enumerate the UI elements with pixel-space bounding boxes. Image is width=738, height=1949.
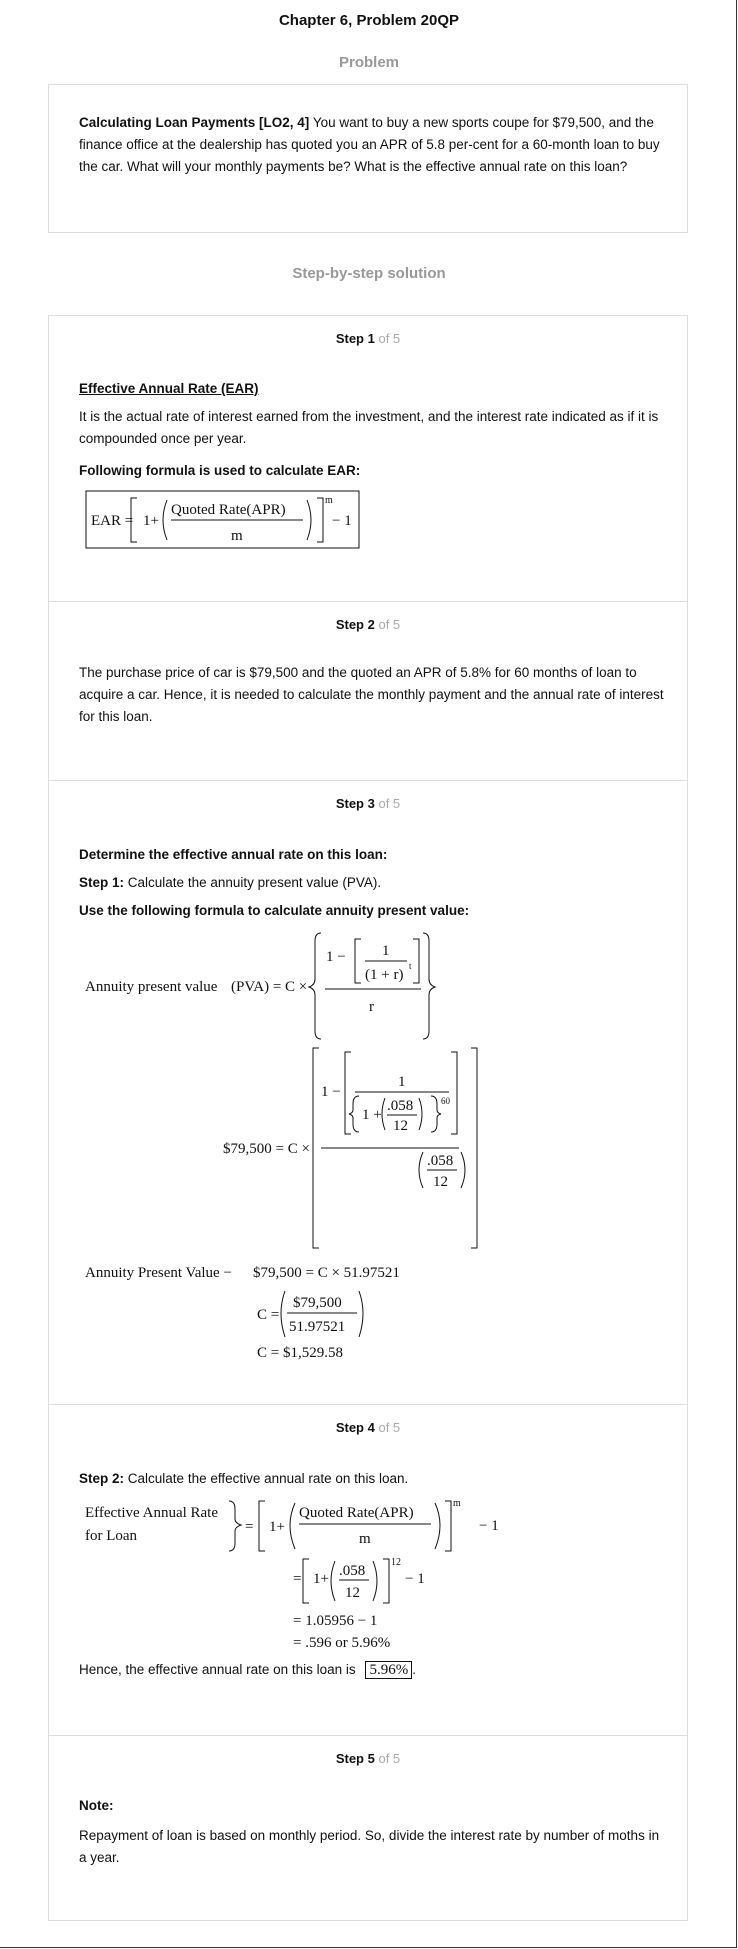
step-count: of 5 xyxy=(378,1751,401,1766)
sub-bold: Step 2: xyxy=(79,1471,125,1486)
step-count: of 5 xyxy=(378,796,401,811)
step-5-text: Repayment of loan is based on monthly period. So, divide the interest rate by number of moths in a year. xyxy=(79,1828,660,1865)
step-1-card xyxy=(48,315,688,602)
pva-lhs: Annuity present value xyxy=(85,979,218,995)
ear-num: Quoted Rate(APR) xyxy=(299,1505,414,1521)
left-paren-2 xyxy=(331,1561,335,1601)
ear-eq: = xyxy=(245,1519,254,1535)
sub-rate: .058 xyxy=(387,1098,414,1114)
step-label: Step 1 xyxy=(335,331,375,346)
step-1-heading: Effective Annual Rate (EAR) xyxy=(79,381,259,396)
right-paren-2 xyxy=(373,1561,377,1601)
ear-minus-1: − 1 xyxy=(479,1518,499,1534)
step-label: Step 5 xyxy=(335,1751,375,1766)
ear-lhs-1: Effective Annual Rate xyxy=(85,1505,219,1521)
result-left-paren xyxy=(281,1291,285,1337)
pva-result xyxy=(79,1261,459,1361)
ear-exp-2: 12 xyxy=(391,1557,401,1568)
right-bracket xyxy=(445,1501,451,1551)
step-1-formula-caption: Following formula is used to calculate EAR: xyxy=(79,463,361,478)
ear-formula xyxy=(85,490,360,550)
inner-right-bracket xyxy=(413,939,419,983)
step-3-header xyxy=(49,796,687,811)
result-line1: $79,500 = C × 51.97521 xyxy=(253,1265,400,1281)
small-right-brace xyxy=(431,1096,441,1132)
left-bracket-2 xyxy=(303,1559,309,1603)
page-title: Chapter 6, Problem 20QP xyxy=(278,12,460,29)
sub-text: Calculate the effective annual rate on this loan. xyxy=(127,1471,409,1486)
step-1-text: It is the actual rate of interest earned from the investment, and the interest rate indicated as if it is compounded once per year. xyxy=(79,409,659,446)
result-den: 51.97521 xyxy=(289,1319,346,1335)
ear-den: m xyxy=(231,528,243,544)
ear-exp: m xyxy=(453,1498,461,1509)
step-5-heading: Note: xyxy=(79,1798,114,1813)
right-brace xyxy=(229,1501,241,1551)
ear-exp: m xyxy=(325,495,333,506)
answer-box: 5.96% xyxy=(365,1661,412,1679)
ear-loan-formula xyxy=(79,1497,469,1657)
pva-r: r xyxy=(369,999,374,1015)
sub-bold: Step 1: xyxy=(79,875,125,890)
ear-rate: .058 xyxy=(339,1563,366,1579)
step-label: Step 3 xyxy=(335,796,375,811)
step-4-header xyxy=(49,1420,687,1435)
step-label: Step 2 xyxy=(335,617,375,632)
step-3-heading: Determine the effective annual rate on this loan: xyxy=(79,847,388,862)
step-4-conclusion xyxy=(79,1659,416,1681)
ear-twelve: 12 xyxy=(345,1585,360,1601)
den-right-paren xyxy=(461,1152,465,1188)
step-3-card xyxy=(48,780,688,1405)
step-5-card xyxy=(48,1735,688,1921)
sub-one-plus: 1 + xyxy=(362,1107,382,1123)
ear-one-2: 1+ xyxy=(313,1571,329,1587)
ear-minus: − 1 xyxy=(332,513,352,529)
step-3-sub xyxy=(79,872,381,894)
ear-one: 1+ xyxy=(269,1519,285,1535)
ear-eq-2: = xyxy=(293,1571,302,1587)
step-2-header xyxy=(49,617,687,632)
small-left-paren xyxy=(382,1098,385,1130)
step-2-card xyxy=(48,601,688,781)
conclusion-period: . xyxy=(412,1662,416,1677)
step-4-card xyxy=(48,1404,688,1736)
left-bracket xyxy=(259,1501,265,1551)
big-left-bracket xyxy=(313,1048,319,1248)
pva-exp: t xyxy=(409,961,412,971)
pva-eq: (PVA) = C × xyxy=(231,979,308,995)
left-paren xyxy=(163,500,167,540)
right-paren xyxy=(435,1503,440,1549)
sub-den-rate: .058 xyxy=(427,1153,454,1169)
sub-twelve: 12 xyxy=(393,1118,408,1134)
step-label: Step 4 xyxy=(335,1420,375,1435)
small-right-paren xyxy=(419,1098,422,1130)
ear-line4: = .596 or 5.96% xyxy=(293,1635,391,1651)
right-brace xyxy=(423,933,435,1039)
right-paren xyxy=(307,500,311,540)
right-bracket xyxy=(317,498,323,542)
ear-lhs-2: for Loan xyxy=(85,1528,138,1544)
step-count: of 5 xyxy=(378,331,401,346)
right-bracket-2 xyxy=(383,1559,389,1603)
problem-box xyxy=(48,84,688,233)
problem-body: You want to buy a new sports coupe for $79,500, and the finance office at the dealership has quoted you an APR of 5.8 per-cent for a 60-month loan to buy the car. What will your monthly payments be? What is the effective annual rate on this loan? xyxy=(79,115,660,174)
result-right-paren xyxy=(359,1291,363,1337)
sub-lhs: $79,500 = C × xyxy=(223,1141,310,1157)
pva-base: (1 + r) xyxy=(365,967,404,983)
pva-one-minus: 1 − xyxy=(326,949,346,965)
ear-den: m xyxy=(359,1531,371,1547)
result-num: $79,500 xyxy=(293,1295,342,1311)
left-paren xyxy=(290,1503,295,1549)
inner-right-bracket xyxy=(451,1052,457,1134)
problem-text xyxy=(79,112,664,178)
big-right-bracket xyxy=(471,1048,477,1248)
sub-one-minus: 1 − xyxy=(321,1084,341,1100)
pva-one: 1 xyxy=(382,943,390,959)
conclusion-text: Hence, the effective annual rate on this loan is xyxy=(79,1662,356,1677)
inner-left-bracket xyxy=(355,939,361,983)
ear-line3: = 1.05956 − 1 xyxy=(293,1613,378,1629)
sub-text: Calculate the annuity present value (PVA). xyxy=(127,875,382,890)
problem-lead: Calculating Loan Payments [LO2, 4] xyxy=(79,115,310,130)
step-4-sub xyxy=(79,1468,408,1490)
sub-one: 1 xyxy=(398,1074,406,1090)
problem-label: Problem xyxy=(338,54,399,71)
inner-left-bracket xyxy=(345,1052,351,1134)
pva-formula xyxy=(79,931,439,1041)
ear-num: Quoted Rate(APR) xyxy=(171,502,286,518)
substitution-formula xyxy=(209,1046,509,1251)
step-2-text: The purchase price of car is $79,500 and the quoted an APR of 5.8% for 60 months of loan to acquire a car. Hence, it is needed to calculate the monthly payment and the annual rate of interest for this loan. xyxy=(79,665,664,724)
left-brace xyxy=(309,933,321,1039)
sub-exp: 60 xyxy=(441,1096,450,1106)
ear-minus-2: − 1 xyxy=(405,1571,425,1587)
step-count: of 5 xyxy=(378,1420,401,1435)
result-lhs: Annuity Present Value − xyxy=(85,1265,232,1281)
sub-den-twelve: 12 xyxy=(433,1174,448,1190)
solution-label: Step-by-step solution xyxy=(292,265,446,282)
step-3-formula-caption: Use the following formula to calculate annuity present value: xyxy=(79,903,470,918)
den-left-paren xyxy=(419,1152,423,1188)
ear-one: 1+ xyxy=(143,513,159,529)
step-count: of 5 xyxy=(378,617,401,632)
result-c-eq: C = xyxy=(257,1307,280,1323)
result-line3: C = $1,529.58 xyxy=(257,1345,343,1361)
step-1-header xyxy=(49,331,687,346)
ear-lhs: EAR = xyxy=(91,513,134,529)
step-5-header xyxy=(49,1751,687,1766)
small-left-brace xyxy=(349,1096,359,1132)
